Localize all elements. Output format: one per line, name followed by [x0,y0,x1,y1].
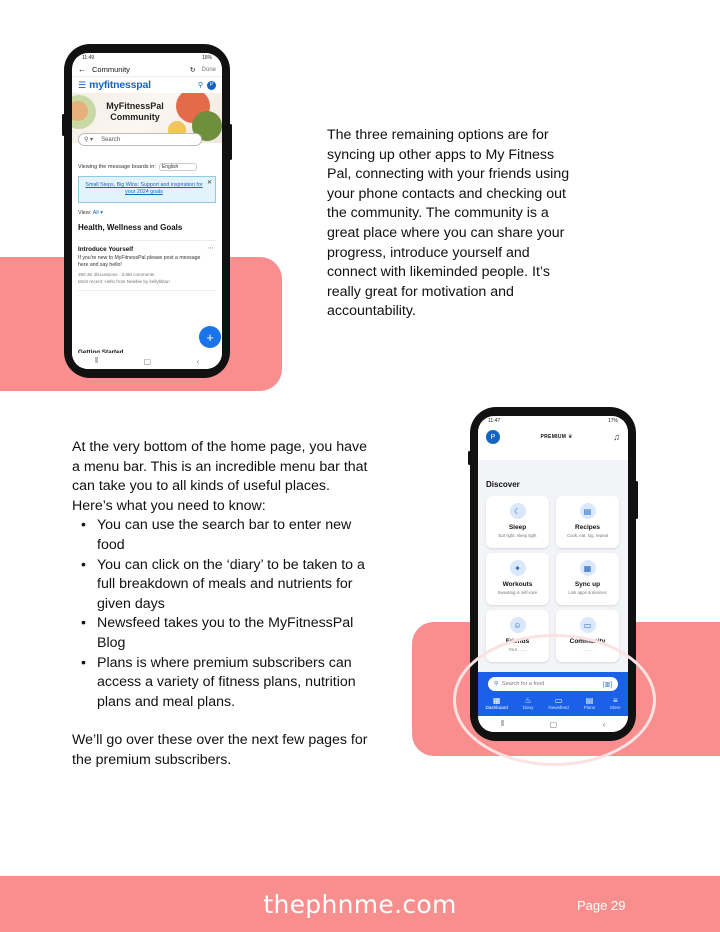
system-nav-bar [72,353,222,369]
language-label: Viewing the message boards in: [78,164,156,170]
status-battery: 16% [201,55,212,61]
list-item: • Plans is where premium subscribers can access a variety of fitness plans, nutrition plans and meal plans. [72,654,372,713]
discover-card-sleep[interactable] [486,496,549,548]
menu-intro-paragraph: At the very bottom of the home page, you have a menu bar. This is an incredible menu bar that can take you to all kinds of useful places. Here’s what you need to know: [72,439,368,514]
moon-icon: ☾ [510,503,526,519]
footer-site-name: thephnme.com [263,890,457,919]
card-title: Sync up [574,581,601,588]
language-selector-row [72,163,222,171]
status-time: 11:47 [488,418,501,424]
card-subtitle: Eat right, sleep tight [498,533,537,538]
add-post-button[interactable]: + [199,326,221,348]
closing-paragraph: We’ll go over these over the next few pages for the premium subscribers. [72,732,368,768]
post-meta: 390.3K discussions · 3.6M comments [78,272,155,277]
card-title: Friends [505,638,530,645]
phone-side-button [229,124,232,160]
list-item: • Newsfeed takes you to the MyFitnessPal Blog [72,614,372,653]
list-item[interactable] [72,246,222,284]
brand-header [72,77,222,93]
divider [78,240,216,241]
discover-card-recipes[interactable] [556,496,619,548]
premium-label [500,434,613,440]
dashboard-icon: ▦ [492,696,501,705]
done-button[interactable]: Done [201,66,216,73]
workout-icon: ✦ [510,560,526,576]
card-subtitle: Your ... ... [508,647,527,652]
status-bar [72,53,222,63]
community-paragraph: The three remaining options are for syncing up other apps to My Fitness Pal, connecting with your friends using your phone contacts and checking out the community. The community is a great place where you can share your progress, introduce yourself and connect with likeminded people. It’s really great for motivation and accountability. [327,127,570,320]
page-number: Page 29 [577,898,626,913]
recents-icon[interactable]: ⦀ [500,719,505,728]
discover-card-sync-up[interactable] [556,553,619,605]
status-bar [478,416,628,426]
view-filter[interactable] [72,210,222,216]
back-icon[interactable]: ‹ [602,719,606,729]
recipe-book-icon: ▤ [580,503,596,519]
friends-icon: ☺ [510,617,526,633]
browser-top-bar [72,63,222,77]
top-bar-title: Community [92,65,130,74]
back-icon[interactable]: ‹ [196,356,200,366]
diary-icon: ♨ [524,696,532,705]
hero-title: MyFitnessPal Community [106,101,164,122]
tab-label: Diary [522,705,534,710]
tab-label: Plans [583,705,596,710]
sync-apps-icon: ▦ [580,560,596,576]
myfitnesspal-logo: myfitnesspal [89,79,151,91]
card-title: Recipes [575,524,600,531]
page-footer [0,876,720,932]
home-icon[interactable]: ▢ [549,719,558,729]
menu-bar-section [72,438,372,712]
status-time: 11:49 [82,55,95,61]
post-body: If you're new to MyFitnessPal please post a message here and say hello! [78,255,201,268]
crown-icon: ♛ [567,434,573,440]
more-options-icon[interactable]: ⋯ [207,245,214,252]
tab-label: Dashboard [485,705,508,710]
tab-label: Newsfeed [548,705,569,710]
card-title: Community [569,638,606,645]
card-title: Sleep [508,524,527,531]
hamburger-menu-icon[interactable]: ☰ [78,79,87,90]
search-placeholder: Search [101,136,121,143]
view-label: View: [78,210,92,216]
home-icon[interactable]: ▢ [143,356,152,366]
premium-text: PREMIUM [540,434,567,440]
avatar[interactable]: P [207,81,216,90]
food-search-placeholder: Search for a food [502,681,545,687]
back-arrow-icon[interactable]: ← [78,65,86,74]
tab-label: More [610,705,621,710]
app-header [478,426,628,448]
status-battery: 17% [607,418,618,424]
divider [78,290,216,291]
recents-icon[interactable]: ⦀ [94,356,99,365]
list-item: • You can use the search bar to enter new food [72,516,372,555]
language-select[interactable]: English [159,163,197,171]
close-icon[interactable]: ✕ [206,180,212,186]
card-subtitle: Cook, eat, log, repeat [566,533,609,538]
view-value[interactable]: All [92,210,99,216]
discover-card-workouts[interactable] [486,553,549,605]
community-chat-icon: ▭ [580,617,596,633]
card-subtitle: Sweating is self-care [497,590,538,595]
search-icon: ⚲ ▾ [84,137,94,143]
newsfeed-icon: ▭ [554,696,563,705]
phone-mockup-community [64,44,230,378]
avatar[interactable]: P [486,430,500,444]
post-title[interactable]: Introduce Yourself [78,246,134,253]
search-icon: ⚲ [494,681,499,687]
banner-link[interactable]: Small Steps, Big Wins: Support and inspiration for your 2024 goals [85,182,203,195]
card-subtitle: Link apps & devices [568,590,607,595]
post-recent: Most recent: Hello from Newbie by kellyblitan [78,279,170,284]
discover-title: Discover [486,480,520,489]
menu-bullet-list [72,516,372,712]
plans-icon: ▤ [585,696,594,705]
phone-screen [72,53,222,369]
announcement-banner[interactable] [78,176,216,203]
search-icon[interactable]: ⚲ [197,82,203,89]
phone-side-button [62,114,65,136]
phone-side-button [635,481,638,519]
phone-side-button [468,451,471,465]
card-title: Workouts [502,581,533,588]
community-search-input[interactable] [78,133,202,146]
notification-bell-icon[interactable]: ♫ [613,432,620,442]
highlight-circle-annotation [453,634,656,766]
chevron-down-icon: ▾ [98,210,104,216]
list-item: • You can click on the ‘diary’ to be taken to a full breakdown of meals and nutrients for given days [72,556,372,615]
refresh-icon[interactable]: ↻ [189,66,196,74]
section-title: Health, Wellness and Goals [78,223,183,232]
more-menu-icon: ≡ [612,696,618,705]
card-subtitle: ... ... [583,647,592,652]
barcode-scan-icon[interactable]: [▥] [602,681,612,688]
